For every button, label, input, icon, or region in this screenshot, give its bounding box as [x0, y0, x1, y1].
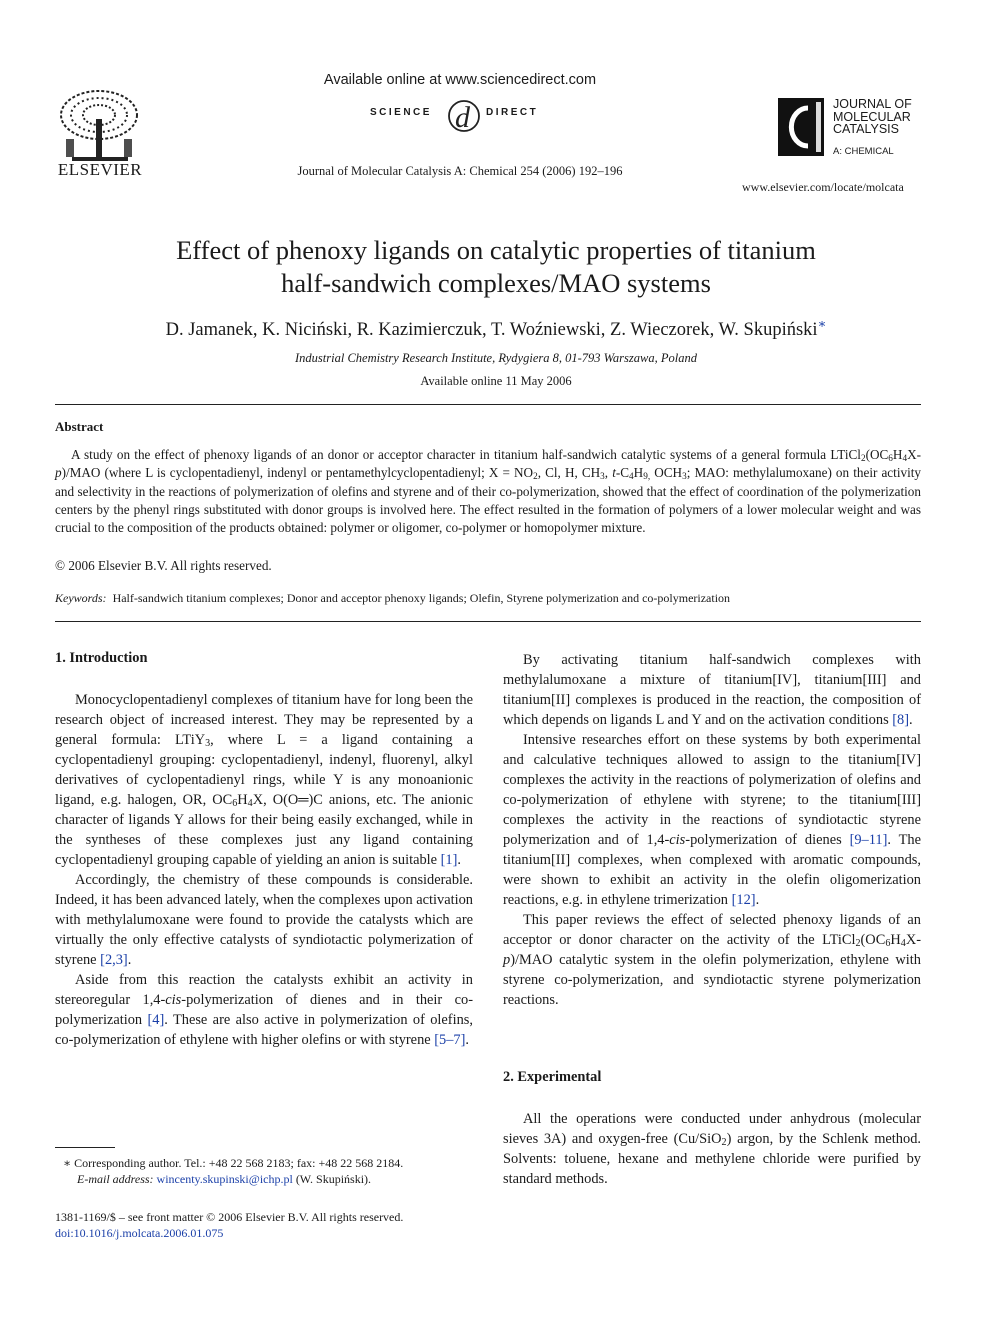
experimental-body: All the operations were conducted under anhydrous (molecular sieves 3A) and oxygen-free (Cu/SiO$_2$) argon, by the Schlenk method. Solvents: toluene, hexane and methylene chloride were purified by standard methods. [503, 1111, 921, 1187]
ref-link[interactable]: [1] [440, 852, 458, 868]
sciencedirect-logo[interactable] [350, 95, 580, 135]
left-column-body: Monocyclopentadienyl complexes of titanium have for long been the research object of increased interest. They may be represented by a general formula: LTiY$_3$, where L = a ligand containing a cyclopentadienyl grouping: cyclopentadienyl, indenyl, fluorenyl, alkyl derivatives of cyclopentadienyl rings, while Y is any monoanionic ligand, e.g. halogen, OR, $OC_6H_4X$, O(O═)C anions, etc. The anionic character of ligands Y allows for their being easily exchanged, while in the syntheses of these complexes just any ligand containing cyclopentadienyl grouping capable of yielding an anion is suitable [1]. Accordingly, the chemistry of these compounds is considerable. Indeed, it has been advanced lately, when the complexes upon activation with methylalumoxane were found to provide the catalysts which are virtually the only effective catalysts of syndiotactic polymerization of styrene [2,3]. Aside from this reaction the catalysts exhibit an activity in stereoregular 1,4-cis-polymerization of dienes and in their co-polymerization [4]. These are also active in polymerization of olefins, co-polymerization of ethylene with higher olefins or with styrene [5–7]. [55, 692, 474, 1048]
title-line-1: Effect of phenoxy ligands on catalytic properties of titanium [176, 235, 816, 265]
journal-citation: Journal of Molecular Catalysis A: Chemical 254 (2006) 192–196 [297, 164, 623, 178]
available-online-date: Available online 11 May 2006 [420, 374, 572, 388]
keywords [55, 591, 921, 606]
section-heading-introduction: 1. Introduction [55, 650, 148, 666]
abstract-copyright: © 2006 Elsevier B.V. All rights reserved. [55, 558, 272, 573]
ref-link[interactable]: [12] [731, 892, 756, 908]
journal-url-link[interactable]: www.elsevier.com/locate/molcata [742, 180, 904, 194]
sciencedirect-left-text: SCIENCE [370, 107, 432, 118]
email-link[interactable]: wincenty.skupinski@ichp.pl [156, 1172, 293, 1186]
email-label: E-mail address: [77, 1172, 154, 1186]
ref-link[interactable]: [8] [892, 712, 910, 728]
keywords-label: Keywords: [55, 591, 107, 605]
footnote [55, 1155, 475, 1187]
ref-link[interactable]: [2,3] [100, 952, 128, 968]
available-online-banner[interactable]: Available online at www.sciencedirect.com [323, 72, 597, 88]
ref-link[interactable]: [9–11] [849, 832, 888, 848]
svg-text:d: d [455, 101, 470, 134]
keywords-text: Half-sandwich titanium complexes; Donor and acceptor phenoxy ligands; Olefin, Styrene polymerization and co-polymerization [112, 591, 731, 605]
authors-text: D. Jamanek, K. Niciński, R. Kazimierczuk, T. Woźniewski, Z. Wieczorek, W. Skupiński [165, 320, 818, 341]
abstract-heading: Abstract [55, 419, 104, 434]
publisher-name: ELSEVIER [57, 160, 143, 179]
sciencedirect-right-text: DIRECT [486, 107, 539, 118]
email-name: (W. Skupiński). [295, 1172, 372, 1186]
corresponding-author-mark[interactable]: ∗ [817, 316, 827, 331]
journal-subtitle: A: CHEMICAL [833, 146, 894, 157]
doi-link[interactable]: doi:10.1016/j.molcata.2006.01.075 [55, 1226, 224, 1240]
journal-line-1: JOURNAL OF [833, 97, 912, 111]
footnote-corresponding: Corresponding author. Tel.: +48 22 568 2183; fax: +48 22 568 2184. [74, 1156, 404, 1170]
journal-logo-text [833, 98, 912, 136]
divider-top [55, 404, 921, 405]
abstract-body: A study on the effect of phenoxy ligands of an donor or acceptor character in titanium half-sandwich catalytic systems of a general formula $LTiCl_2(OC_6H_4X-p)$/MAO (where L is cyclopentadienyl, indenyl or pentamethylcyclopentadienyl; $X = NO_2$, Cl, H, $CH_3$, $t-C_4H_{9,}$ $OCH_3$; MAO: methylalumoxane) on their activity and selectivity in the reactions of polymerization of olefins and styrene and of their co-polymerization, showed that the effect of coordination of the polymerization centers by the phenyl rings substituted with donor groups is involved here. The effect resulted in the formation of polymers of a lower molecular weight and was crucial to the composition of the products obtained: polymer or oligomer, co-polymer or homopolymer mixture. [55, 447, 922, 536]
sciencedirect-d-icon [446, 95, 482, 135]
footnote-rule [55, 1147, 115, 1148]
ref-link[interactable]: [4] [147, 1012, 165, 1028]
title-line-2: half-sandwich complexes/MAO systems [281, 268, 711, 298]
right-column-body: By activating titanium half-sandwich complexes with methylalumoxane a mixture of titanium[IV], titanium[III] and titanium[II] complexes is produced in the reaction, the composition of which depends on ligands L and Y and on the activation conditions [8]. Intensive researches effort on these systems by both experimental and calculative techniques allowed to assign to the titanium[IV] complexes the activity in the reactions of polymerization of olefins and co-polymerization of ethylene with styrene; to the titanium[III] complexes the activity in the reactions of syndiotactic styrene polymerization and of 1,4-cis-polymerization of dienes [9–11]. The titanium[II] complexes, when complexed with aromatic compounds, were shown to exhibit an activity in the olefin oligomerization reactions, e.g. in ethylene trimerization [12]. This paper reviews the effect of selected phenoxy ligands of an acceptor or donor character on the activity of the $LTiCl_2(OC_6H_4X-p)$/MAO catalytic system in the olefin polymerization, ethylene with styrene co-polymerization, and syndiotactic styrene polymerization reactions. [503, 652, 921, 1008]
journal-logo-icon [778, 98, 824, 156]
affiliation: Industrial Chemistry Research Institute, Rydygiera 8, 01-793 Warszawa, Poland [295, 351, 697, 365]
bottom-info [55, 1209, 403, 1241]
ref-link[interactable]: [5–7] [434, 1032, 466, 1048]
footnote-mark: ∗ [63, 1156, 72, 1170]
journal-line-2: MOLECULAR [833, 109, 911, 124]
divider-bottom [55, 621, 921, 622]
issn-line: 1381-1169/$ – see front matter © 2006 Elsevier B.V. All rights reserved. [55, 1210, 404, 1224]
author-list [60, 316, 932, 341]
journal-line-3: CATALYSIS [833, 122, 899, 136]
section-heading-experimental: 2. Experimental [503, 1069, 602, 1085]
article-title [100, 234, 892, 300]
